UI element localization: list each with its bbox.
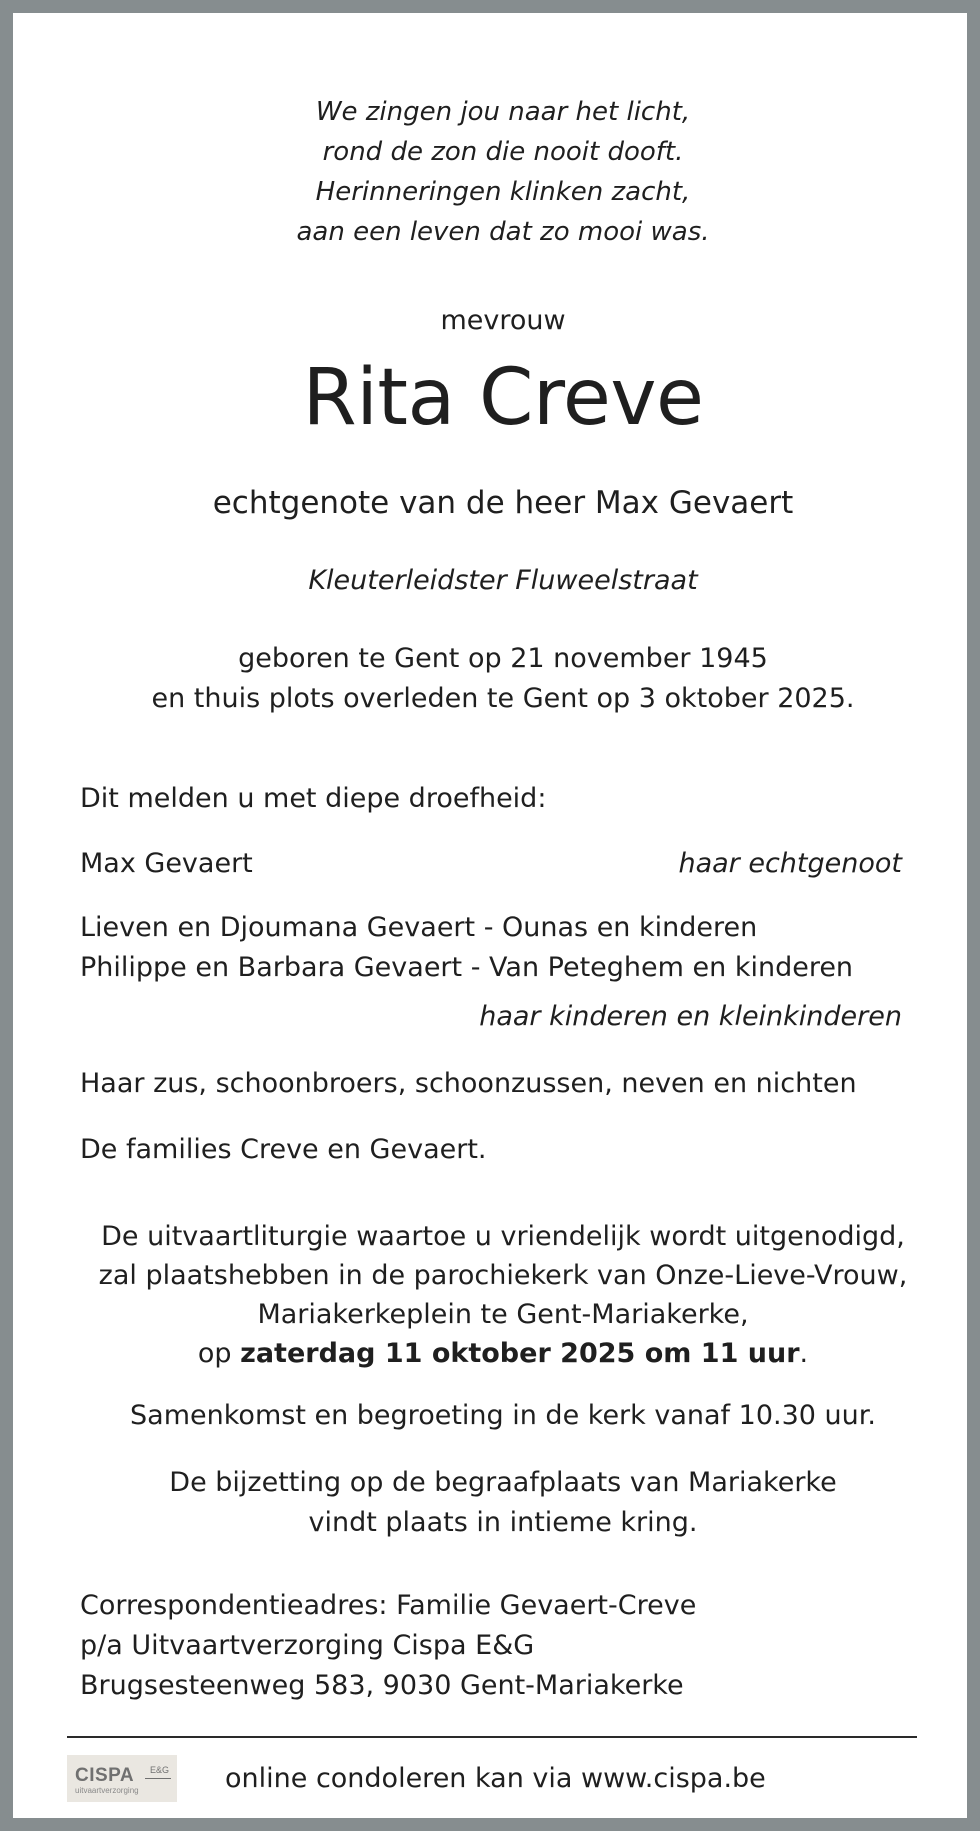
cispa-logo [67,1755,177,1802]
life-dates [13,639,980,719]
correspondence-address [80,1586,696,1706]
deceased-name: Rita Creve [302,353,704,443]
birth-line: geboren te Gent op 21 november 1945 [238,643,768,674]
address-line: Brugsesteenweg 583, 9030 Gent-Mariakerke [80,1670,684,1701]
logo-subtitle: uitvaartverzorging [75,1786,139,1795]
mourner-child-line: Lieven en Djoumana Gevaert - Ounas en kinderen [80,912,758,943]
death-line: en thuis plots overleden te Gent op 3 oktober 2025. [151,683,855,714]
poem-line: We zingen jou naar het licht, [315,97,691,127]
mourner-siblings: Haar zus, schoonbroers, schoonzussen, neven en nichten [80,1068,857,1099]
mourner-families: De families Creve en Gevaert. [80,1134,487,1165]
poem-line: Herinneringen klinken zacht, [315,177,691,207]
logo-sup: E&G [150,1765,170,1775]
poem-line: rond de zon die nooit dooft. [322,137,684,167]
poem-line: aan een leven dat zo mooi was. [296,217,710,247]
logo-text: CISPA [75,1765,135,1786]
mourners-intro: Dit melden u met diepe droefheid: [80,783,547,814]
burial-info [13,1463,980,1543]
logo-rule [145,1778,171,1779]
condolence-link[interactable]: online condoleren kan via www.cispa.be [225,1763,766,1794]
salutation: mevrouw [440,305,566,336]
footer-divider [67,1736,917,1738]
spouse-line: echtgenote van de heer Max Gevaert [212,485,794,521]
service-line: zal plaatshebben in de parochiekerk van Onze-Lieve-Vrouw, [98,1260,908,1291]
poem [13,92,980,252]
mourner-child-line: Philippe en Barbara Gevaert - Van Peteghem en kinderen [80,952,854,983]
mourner-spouse-name: Max Gevaert [80,848,253,879]
burial-line: vindt plaats in intieme kring. [308,1507,698,1538]
service-suffix: . [799,1338,809,1369]
funeral-service [13,1217,980,1373]
mourner-spouse-relation: haar echtgenoot [678,848,902,879]
mourner-children-relation: haar kinderen en kleinkinderen [479,1001,902,1032]
mourner-children [80,908,853,988]
address-line: p/a Uitvaartverzorging Cispa E&G [80,1630,535,1661]
service-line: Mariakerkeplein te Gent-Mariakerke, [257,1299,749,1330]
address-line: Correspondentieadres: Familie Gevaert-Creve [80,1590,697,1621]
service-date: zaterdag 11 oktober 2025 om 11 uur [240,1338,800,1369]
service-prefix: op [197,1338,241,1369]
burial-line: De bijzetting op de begraafplaats van Mariakerke [169,1467,837,1498]
role-line: Kleuterleidster Fluweelstraat [308,565,698,596]
service-datetime [13,1334,980,1373]
service-line: De uitvaartliturgie waartoe u vriendelijk wordt uitgenodigd, [101,1221,905,1252]
meeting-info: Samenkomst en begroeting in de kerk vanaf 10.30 uur. [130,1400,876,1431]
